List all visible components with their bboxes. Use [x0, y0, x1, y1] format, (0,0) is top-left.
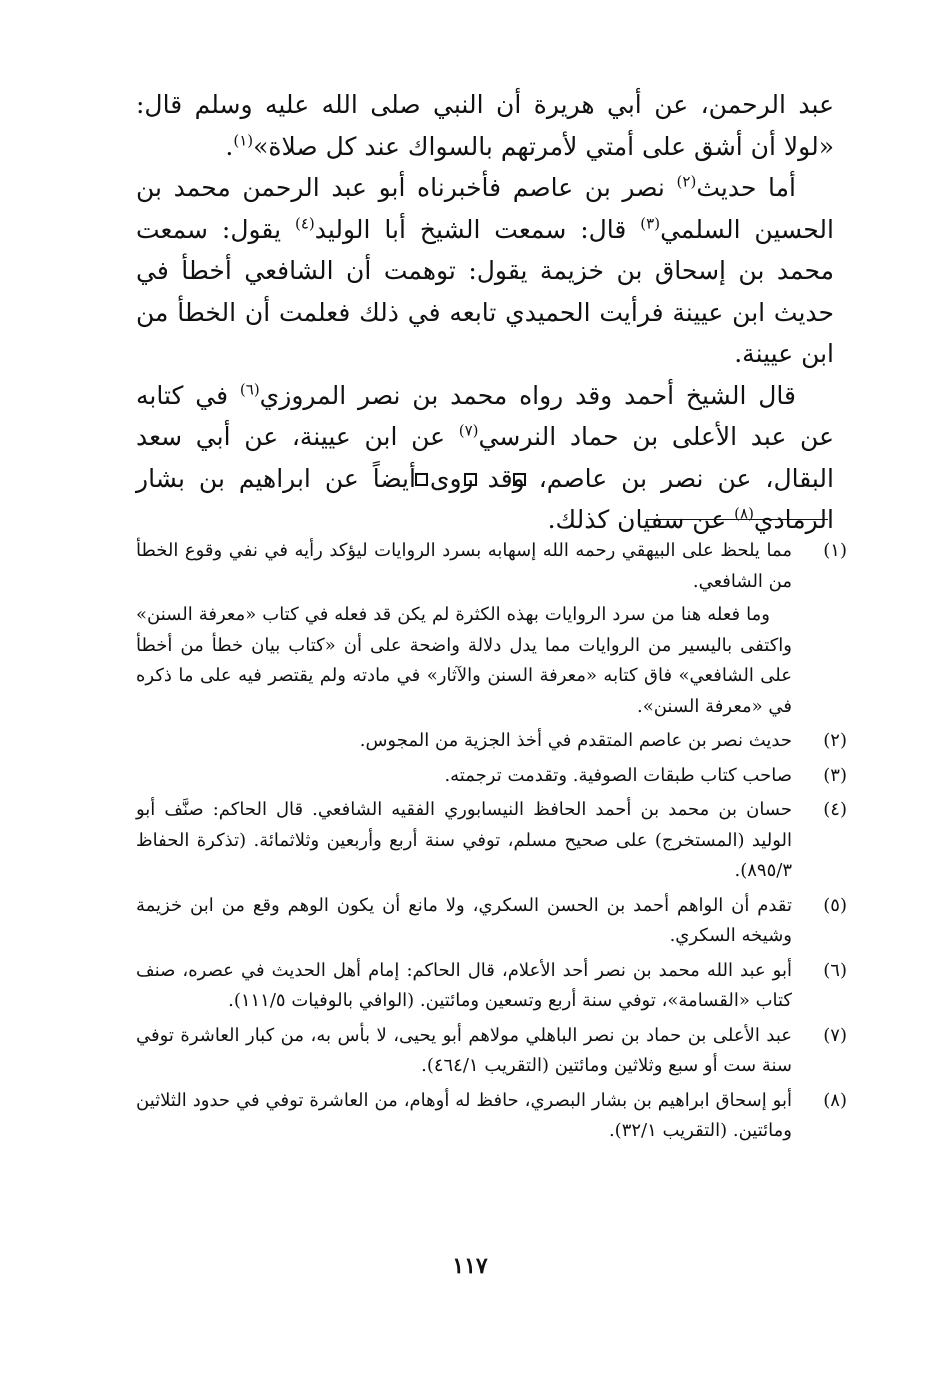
footnote-text: [136, 795, 792, 887]
footnote-paragraph: عبد الأعلى بن حماد بن نصر الباهلي مولاهم أبو يحيى، لا بأس به، من كبار العاشرة توفي سنة ست أو سبع وثلاثين ومائتين (التقريب ٤٦٤/١).: [136, 1024, 792, 1076]
footnote-paragraph: أبو عبد الله محمد بن نصر أحد الأعلام، قال الحاكم: إمام أهل الحديث في عصره، صنف كتاب «القسامة»، توفي سنة أربع وتسعين ومائتين. (الوافي بالوفيات ١١١/٥).: [136, 959, 792, 1011]
footnote-paragraph: حسان بن محمد بن أحمد الحافظ النيسابوري الفقيه الشافعي. قال الحاكم: صنَّف أبو الوليد (المستخرج) على صحيح مسلم، توفي سنة أربع وأربعين وثلاثمائة. (تذكرة الحفاظ ٨٩٥/٣).: [136, 799, 792, 881]
page-number: ١١٧: [452, 1253, 488, 1279]
footnote: [136, 795, 847, 887]
footnote-number: (٢): [823, 730, 847, 751]
footnote: [136, 956, 847, 1017]
footnote-number: (٨): [823, 1089, 847, 1111]
footnote-number: (٥): [823, 894, 847, 916]
footnote-text: [136, 956, 792, 1017]
text-segment: يقول: سمعت محمد بن إسحاق بن خزيمة يقول: توهمت أن الشافعي أخطأ في حديث ابن عيينة فرأيت الحميدي تابعه في ذلك فعلمت أن الخطأ من ابن عيينة.: [136, 214, 834, 368]
footnote-text: [136, 726, 792, 757]
text-segment: عن ابن عيينة، عن أبي سعد البقال، عن نصر بن عاصم، وقد روى أيضاً عن ابراهيم بن بشار الرمادي: [136, 422, 834, 534]
text-segment: قال: سمعت الشيخ أبا الوليد: [314, 214, 641, 244]
footnote-number: (٣): [823, 764, 847, 786]
footnote-reference[interactable]: (١): [233, 131, 254, 150]
footnote: [136, 761, 847, 792]
footnote-paragraph: صاحب كتاب طبقات الصوفية. وتقدمت ترجمته.: [444, 764, 792, 786]
footnote-reference[interactable]: (٨): [734, 504, 754, 523]
footnote: [136, 726, 847, 757]
body-paragraph: [136, 167, 834, 375]
body-paragraph: [136, 84, 834, 167]
section-separator: [0, 473, 940, 491]
text-segment: نصر بن عاصم فأخبرناه أبو عبد الرحمن محمد بن الحسين السلمي: [136, 173, 834, 244]
footnote-text: [136, 891, 792, 952]
square-ornament-icon: [464, 473, 477, 486]
footnote-reference[interactable]: (٧): [458, 421, 479, 440]
footnote-reference[interactable]: (٤): [294, 214, 315, 233]
footnote-divider: [646, 519, 828, 520]
footnote: [136, 891, 847, 952]
footnote-paragraph: حديث نصر بن عاصم المتقدم في أخذ الجزية من المجوس.: [359, 730, 792, 751]
text-segment: .: [225, 131, 234, 161]
footnote-number: (٧): [823, 1024, 847, 1046]
text-segment: قال الشيخ أحمد وقد رواه محمد بن نصر المروزي: [259, 380, 796, 410]
footnotes: [136, 536, 847, 1151]
footnote-reference[interactable]: (٢): [676, 172, 697, 191]
text-segment: أما حديث: [696, 173, 797, 202]
footnote-paragraph: وما فعله هنا من سرد الروايات بهذه الكثرة لم يكن قد فعله في كتاب «معرفة السنن» واكتفى باليسير من الروايات مما يدل دلالة واضحة على أن «كتاب بيان خطأ من أخطأ على الشافعي» فاق كتابه «معرفة السنن والآثار» في مادته ولم يقتصر فيه على ما ذكره في «معرفة السنن».: [136, 604, 792, 717]
text-segment: في كتابه عن عبد الأعلى بن حماد النرسي: [136, 380, 834, 451]
footnote: [136, 536, 847, 722]
footnote-number: (٦): [823, 959, 847, 981]
footnote-reference[interactable]: (٣): [640, 214, 661, 233]
footnote-number: (١): [823, 540, 847, 561]
footnote-paragraph: مما يلحظ على البيهقي رحمه الله إسهابه بسرد الروايات ليؤكد رأيه في نفي وقوع الخطأ من الشافعي.: [136, 540, 792, 592]
square-ornament-icon: [513, 473, 526, 486]
square-ornament-icon: [415, 473, 428, 486]
footnote-number: (٤): [823, 799, 847, 820]
text-segment: عن سفيان كذلك.: [547, 505, 735, 534]
footnote: [136, 1021, 847, 1082]
footnote-text: [136, 536, 792, 722]
footnote-text: [136, 1021, 792, 1082]
text-segment: عبد الرحمن، عن أبي هريرة أن النبي صلى الله عليه وسلم قال: «لولا أن أشق على أمتي لأمرتهم بالسواك عند كل صلاة»: [136, 90, 834, 161]
footnote: [136, 1086, 847, 1147]
footnote-text: [136, 761, 792, 792]
footnote-text: [136, 1086, 792, 1147]
footnote-reference[interactable]: (٦): [239, 380, 260, 399]
footnote-paragraph: تقدم أن الواهم أحمد بن الحسن السكري، ولا مانع أن يكون الوهم وقع من ابن خزيمة وشيخه السكري.: [136, 894, 792, 946]
footnote-paragraph: أبو إسحاق ابراهيم بن بشار البصري، حافظ له أوهام، من العاشرة توفي في حدود الثلاثين ومائتين. (التقريب ٣٢/١).: [136, 1089, 792, 1141]
body-paragraph: [136, 375, 834, 541]
